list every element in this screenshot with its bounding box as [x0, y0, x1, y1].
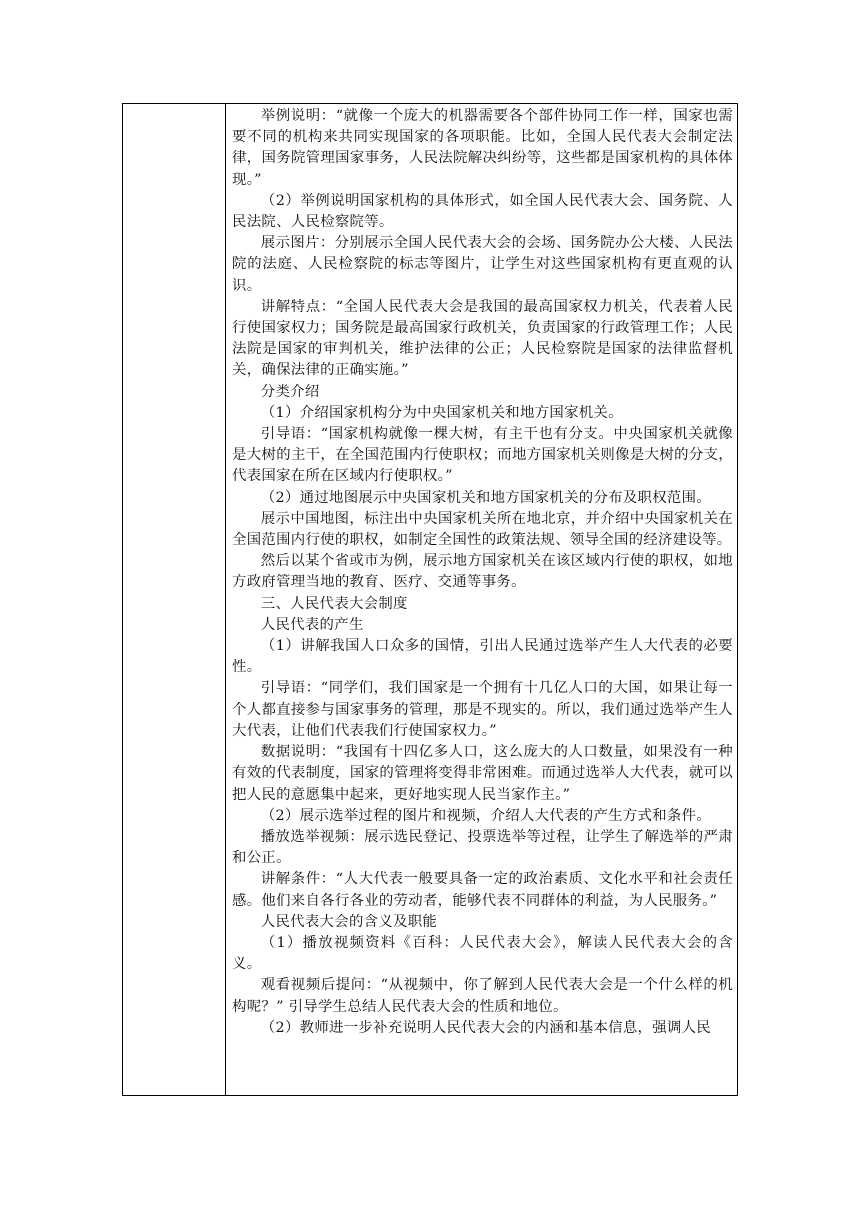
- paragraph: 讲解特点：“全国人民代表大会是我国的最高国家权力机关，代表着人民行使国家权力；国务院是最高国家行政机关，负责国家的行政管理工作；人民法院是国家的审判机关，维护法律的公正；人民检察院是国家的法律监督机关，确保法律的正确实施。”: [232, 298, 733, 379]
- section-heading: 分类介绍: [260, 383, 320, 400]
- paragraph: 展示图片：分别展示全国人民代表大会的会场、国务院办公大楼、人民法院的法庭、人民检察院的标志等图片，让学生对这些国家机构有更直观的认识。: [232, 235, 733, 294]
- paragraph: （2）教师进一步补充说明人民代表大会的内涵和基本信息，强调人民: [260, 1019, 711, 1036]
- paragraph: （1）介绍国家机构分为中央国家机关和地方国家机关。: [260, 404, 623, 421]
- lesson-table: [122, 103, 738, 1096]
- paragraph: 讲解条件：“人大代表一般要具备一定的政治素质、文化水平和社会责任感。他们来自各行各业的劳动者，能够代表不同群体的利益，为人民服务。”: [232, 871, 733, 909]
- section-heading: 人民代表大会的含义及职能: [260, 913, 438, 930]
- paragraph: （2）通过地图展示中央国家机关和地方国家机关的分布及职权范围。: [260, 489, 711, 506]
- paragraph: 展示中国地图，标注出中央国家机关所在地北京，并介绍中央国家机关在全国范围内行使的职权，如制定全国性的政策法规、领导全国的经济建设等。: [232, 510, 733, 549]
- table-left-cell: [123, 104, 226, 1095]
- paragraph: （1）播放视频资料《百科：人民代表大会》，解读人民代表大会的含义。: [232, 934, 733, 973]
- section-heading: 三、人民代表大会制度: [260, 595, 408, 612]
- paragraph: 播放选举视频：展示选民登记、投票选举等过程，让学生了解选举的严肃和公正。: [232, 828, 733, 867]
- paragraph: （2）展示选举过程的图片和视频，介绍人大代表的产生方式和条件。: [260, 807, 711, 824]
- paragraph: 举例说明：“就像一个庞大的机器需要各个部件协同工作一样，国家也需要不同的机构来共同实现国家的各项职能。比如，全国人民代表大会制定法律，国务院管理国家事务，人民法院解决纠纷等，这些都是国家机构的具体体现。”: [232, 108, 733, 188]
- paragraph: 引导语：“国家机构就像一棵大树，有主干也有分支。中央国家机关就像是大树的主干，在全国范围内行使职权；而地方国家机关则像是大树的分支，代表国家在所在区域内行使职权。”: [232, 426, 733, 485]
- paragraph: （1）讲解我国人口众多的国情，引出人民通过选举产生人大代表的必要性。: [232, 638, 733, 676]
- paragraph: 引导语：“同学们，我们国家是一个拥有十几亿人口的大国，如果让每一个人都直接参与国家事务的管理，那是不现实的。所以，我们通过选举产生人大代表，让他们代表我们行使国家权力。”: [232, 680, 733, 739]
- section-heading: 人民代表的产生: [260, 616, 364, 633]
- paragraph: 数据说明：“我国有十四亿多人口，这么庞大的人口数量，如果没有一种有效的代表制度，国家的管理将变得非常困难。而通过选举人大代表，就可以把人民的意愿集中起来，更好地实现人民当家作主。”: [232, 744, 733, 803]
- table-content-cell: [226, 104, 737, 1095]
- paragraph: 然后以某个省或市为例，展示地方国家机关在该区域内行使的职权，如地方政府管理当地的教育、医疗、交通等事务。: [232, 553, 733, 591]
- paragraph: （2）举例说明国家机构的具体形式，如全国人民代表大会、国务院、人民法院、人民检察院等。: [232, 192, 733, 231]
- paragraph: 观看视频后提问：“从视频中，你了解到人民代表大会是一个什么样的机构呢？” 引导学生总结人民代表大会的性质和地位。: [232, 977, 733, 1015]
